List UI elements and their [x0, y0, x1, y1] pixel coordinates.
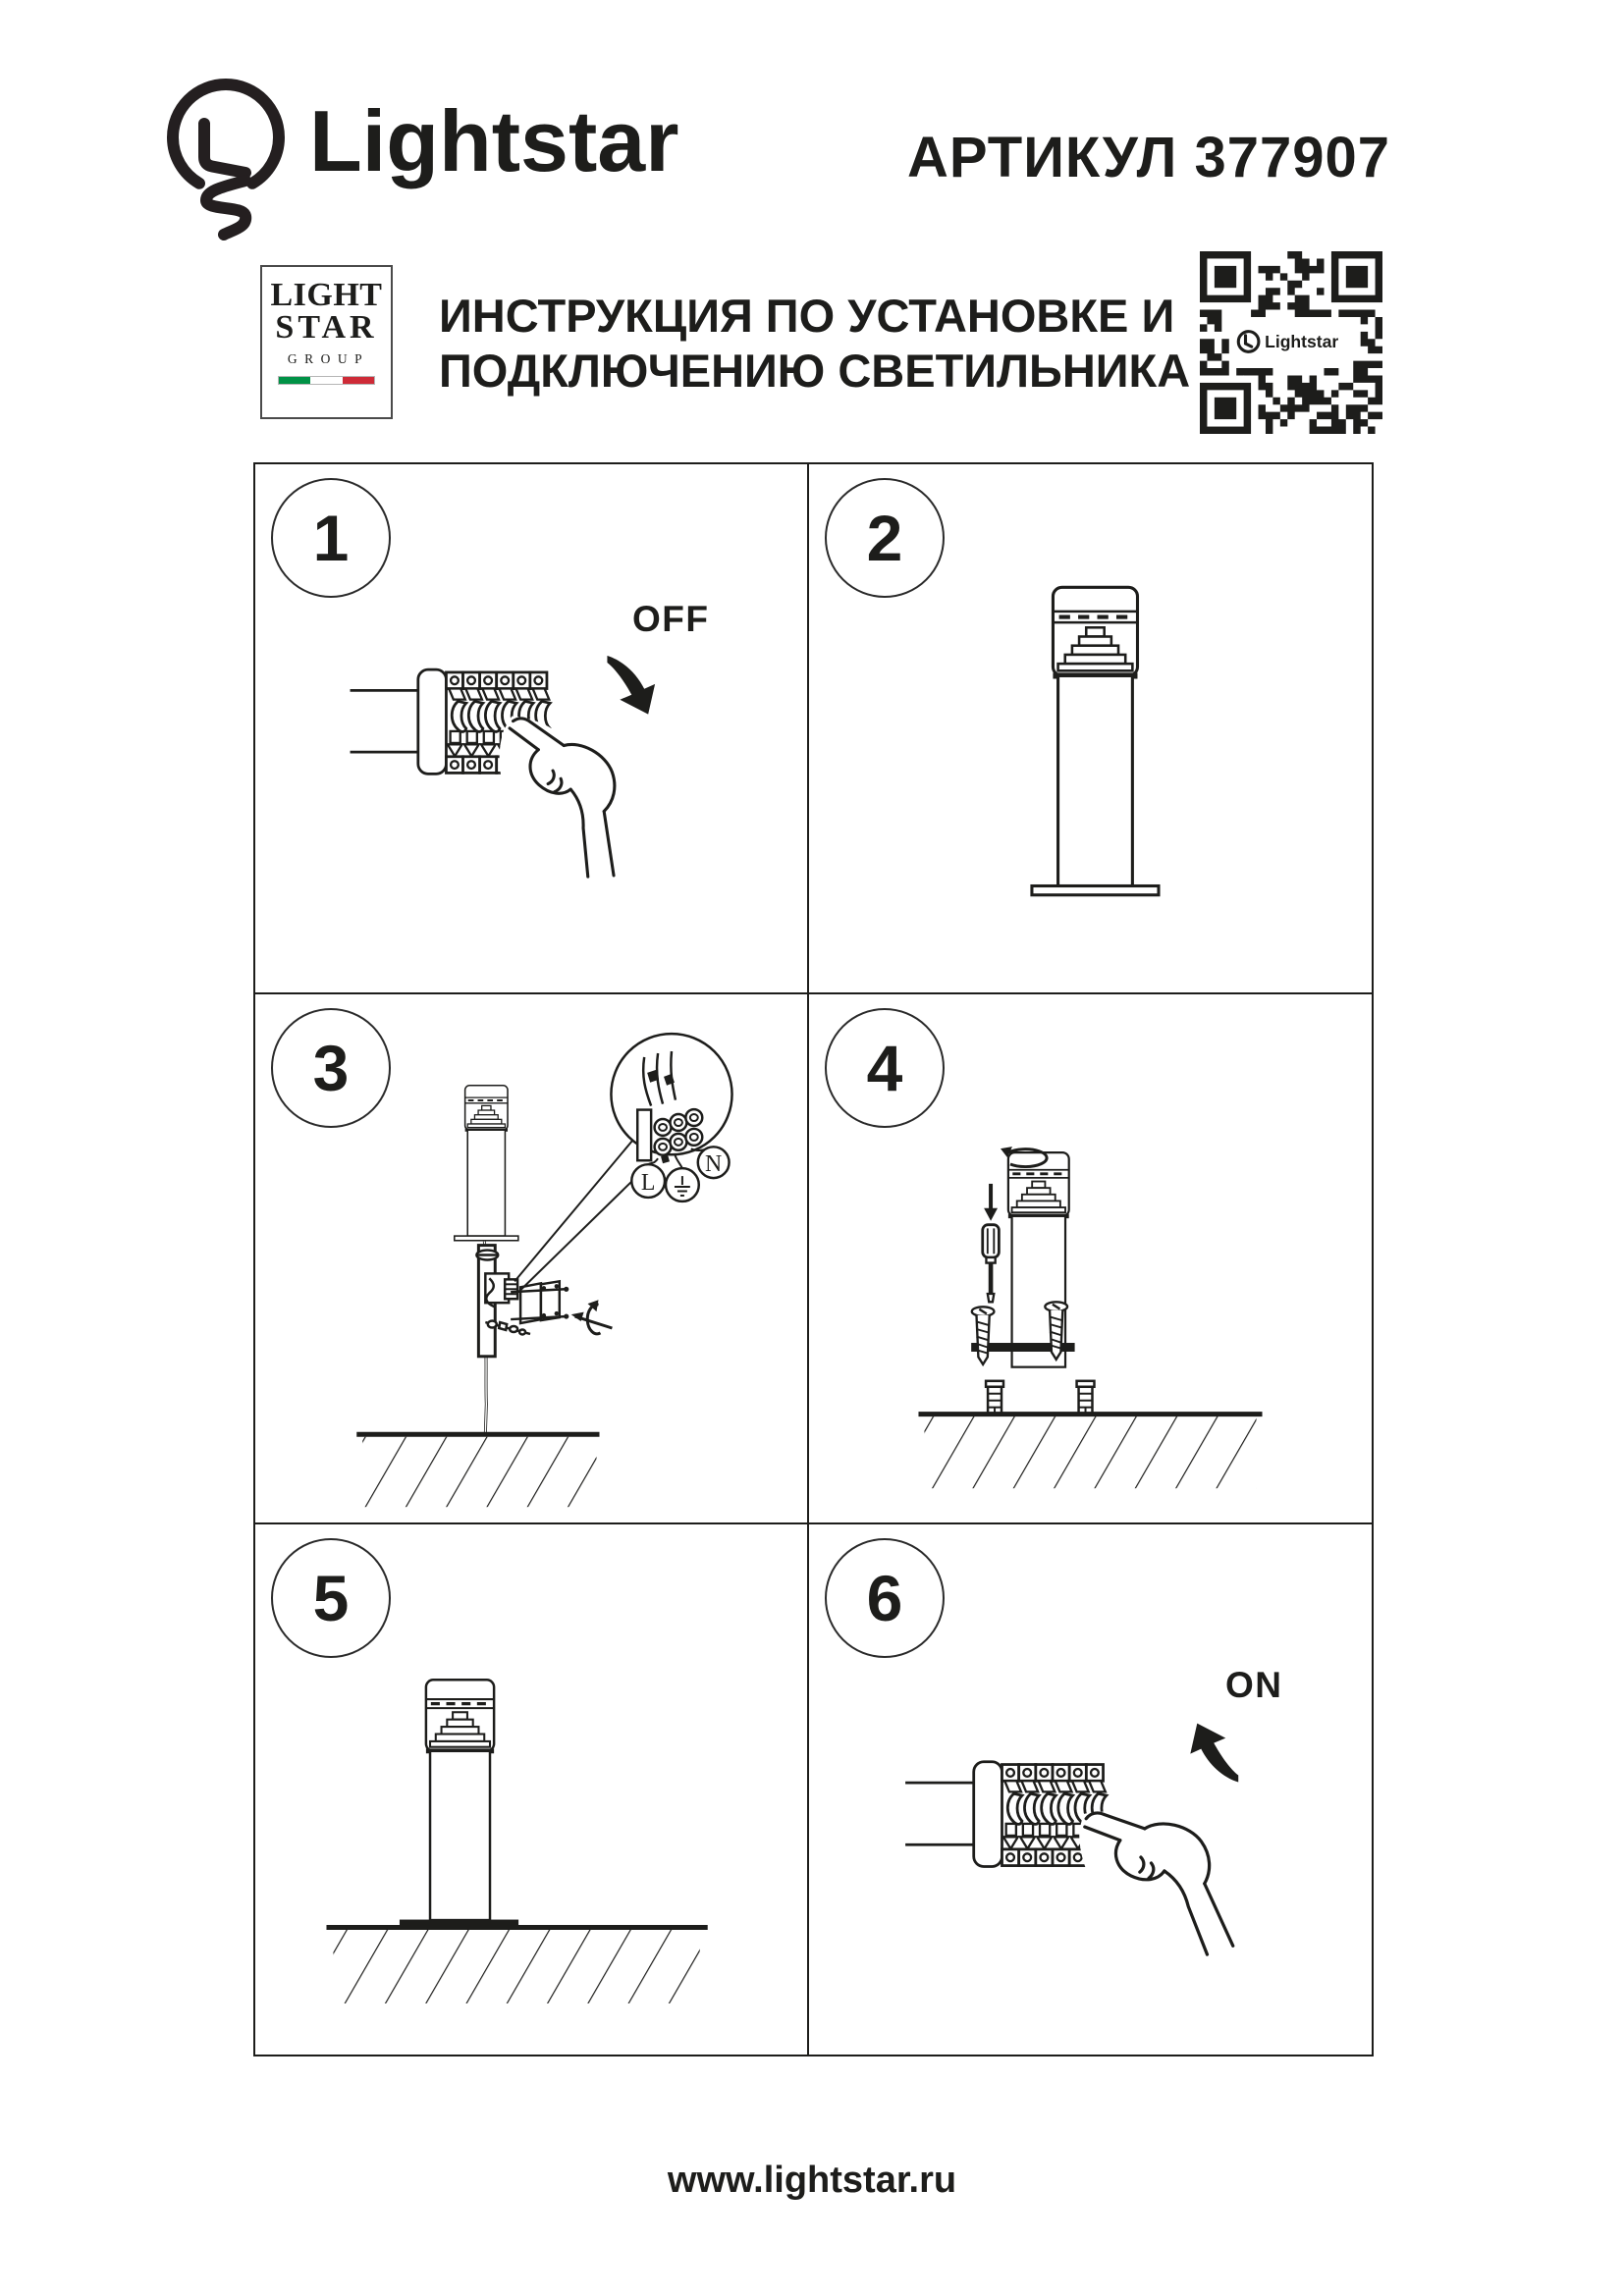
website-url: www.lightstar.ru	[667, 2160, 957, 2201]
flag-red	[343, 377, 374, 384]
bollard-drawing	[426, 1680, 494, 1920]
step-1-panel	[255, 464, 809, 994]
screwdriver-drawing	[983, 1225, 1000, 1303]
step-2-panel	[809, 464, 1372, 994]
step-number: 6	[866, 1562, 903, 1634]
screw-drawing	[972, 1307, 995, 1364]
step-number-badge	[271, 1008, 391, 1128]
qr-finder-bottom-left	[1200, 383, 1251, 434]
step-number: 5	[312, 1562, 350, 1634]
hand-drawing	[446, 705, 667, 916]
article-number: АРТИКУЛ 377907	[907, 126, 1390, 189]
qr-finder-top-right	[1331, 251, 1382, 302]
ground-drawing	[356, 1434, 599, 1507]
lightstar-bulb-logo-icon	[155, 71, 298, 252]
step-number-badge	[825, 478, 945, 598]
mounting-bracket-drawing	[476, 1246, 568, 1357]
on-arrow-icon	[1190, 1724, 1238, 1783]
power-on-label: ON	[1225, 1665, 1283, 1705]
rotate-arrow-icon	[571, 1300, 613, 1334]
lightstar-group-logo	[260, 265, 393, 419]
step-3-panel	[255, 994, 809, 1524]
dowel-drawing	[1077, 1381, 1095, 1414]
off-arrow-icon	[607, 656, 655, 715]
document-title-line2: ПОДКЛЮЧЕНИЮ СВЕТИЛЬНИКА	[439, 345, 1191, 397]
step-number-badge	[825, 1538, 945, 1658]
step-number-badge	[271, 478, 391, 598]
hand-drawing	[1050, 1800, 1262, 1993]
qr-finder-top-left	[1200, 251, 1251, 302]
bollard-drawing	[455, 1086, 518, 1241]
step-6-panel	[809, 1524, 1372, 2055]
ground-drawing	[918, 1415, 1262, 1489]
brand-wordmark: Lightstar	[309, 92, 679, 189]
press-arrow-icon	[984, 1184, 998, 1221]
dowel-drawing	[986, 1381, 1003, 1414]
step-number: 1	[312, 502, 350, 574]
steps-grid	[253, 462, 1374, 2056]
step-number: 4	[866, 1032, 903, 1104]
document-title	[439, 289, 1205, 399]
breaker-drawing	[905, 1762, 1107, 1867]
qr-center-label: Lightstar	[1265, 332, 1339, 352]
step-number-badge	[271, 1538, 391, 1658]
flag-white	[310, 377, 342, 384]
bollard-drawing	[1032, 587, 1159, 894]
group-logo-line3: GROUP	[287, 350, 370, 366]
step-4-panel	[809, 994, 1372, 1524]
qr-code	[1200, 251, 1382, 434]
step-number-badge	[825, 1008, 945, 1128]
step-5-panel	[255, 1524, 809, 2055]
group-logo-line1: LIGHT	[270, 277, 383, 313]
step-number: 2	[866, 502, 903, 574]
step-number: 3	[312, 1032, 350, 1104]
terminal-l-label: L	[640, 1169, 656, 1196]
power-off-label: OFF	[632, 599, 710, 639]
group-logo-line2: STAR	[275, 309, 378, 347]
terminal-detail-drawing	[611, 1034, 731, 1201]
flag-green	[279, 377, 310, 384]
terminal-n-label: N	[705, 1151, 723, 1178]
document-title-line1: ИНСТРУКЦИЯ ПО УСТАНОВКЕ И	[439, 290, 1175, 342]
italy-flag-icon	[278, 376, 375, 385]
ground-drawing	[326, 1928, 707, 2003]
